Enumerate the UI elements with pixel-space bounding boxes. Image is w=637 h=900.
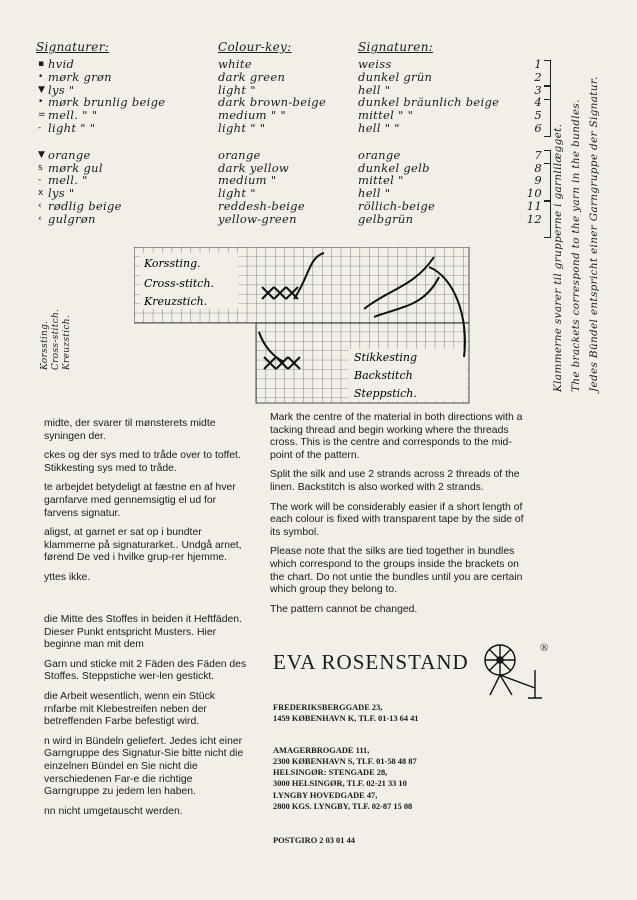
de-row: dunkel bräunlich beige [358,95,500,110]
group-bracket [544,150,551,164]
postgiro: POSTGIRO 2 03 01 44 [273,836,355,845]
group-bracket [544,163,551,201]
en-paragraph: The work will be considerably easier if a short length of each colour is fixed with transparent tape by the side of its symbol. [270,501,524,538]
en-row: reddesh-beige [218,198,305,213]
de-paragraph: nn nicht umgetauscht werden. [44,805,183,817]
de-paragraph: Garn und sticke mit 2 Fäden des Fäden des Stoffes. Steppstiche wer-len gestickt. [44,658,247,683]
group-number-column [520,58,542,226]
group-number: 7 [534,147,542,162]
de-row: röllich-beige [358,198,436,213]
da-paragraph: ckes og der sys med to tråde over to toffet. Stikkesting sys med to tråde. [44,450,241,474]
da-row: rødlig beige [48,198,122,213]
symbol-icon: ▪ [38,59,45,69]
instructions-english [270,412,534,623]
da-row: mørk grøn [48,69,112,84]
en-row: orange [218,147,261,162]
cross-label-de: Kreuzstich. [144,295,208,308]
da-paragraph: te arbejdet betydeligt at fæstne en af hver garnfarve med gennemsigtig el ud for farvens signatur. [44,482,236,519]
de-paragraph: n wird in Bündeln geliefert. Jedes icht einer Garngruppe des Signatur-Sie bitte nicht die einzelnen Bündel en Sie nicht die verschiedenen Far-e die richtige Garngruppe zu jedem len haben. [44,735,244,798]
address-4 [273,791,412,812]
address-line: LYNGBY HOVEDGADE 47, [273,791,378,800]
group-bracket [544,99,551,137]
stitch-diagram [134,247,484,407]
address-1 [273,703,419,724]
group-number: 6 [534,120,542,135]
group-bracket [544,60,551,86]
brand-name: EVA ROSENSTAND [273,650,469,674]
en-row: dark green [218,69,286,84]
da-row: orange [48,147,91,162]
de-row: orange [358,147,401,162]
group-number: 3 [534,82,542,97]
da-row: mell. " " [48,108,98,123]
da-paragraph: aligst, at garnet er sat op i bundter klammerne på signaturarket.. Undgå arnet, førend De ved i hvilke grup-rer hjemme. [44,527,242,564]
da-row: lys " [48,186,75,201]
side-label-cross: Cross-stitch. [51,308,61,370]
da-row: mell. " [48,173,88,188]
colour-key-german [358,40,520,226]
de-row: mittel " [358,173,404,188]
de-row: weiss [358,57,392,71]
address-line: 1459 KØBENHAVN K, TLF. 01-13 64 41 [273,713,419,723]
bracket-note-english: The brackets correspond to the yarn in the bundles. [570,99,582,392]
en-row: dark yellow [218,160,290,175]
group-number: 12 [526,211,542,226]
symbol-icon: • [38,71,44,82]
da-paragraph: midte, der svarer til mønsterets midte syningen der. [44,418,216,442]
group-bracket [544,86,551,100]
symbol-icon: ‹ [38,213,42,224]
en-paragraph: The pattern cannot be changed. [270,603,418,615]
group-number: 10 [526,186,542,201]
de-row: gelbgrün [358,211,414,226]
address-2 [273,746,417,767]
address-line: 2300 KØBENHAVN S, TLF. 01-58 48 87 [273,756,417,766]
da-row: lys " [48,82,75,97]
da-row: mørk gul [48,160,103,175]
bracket-note-german: Jedes Bündel entspricht einer Garngruppe der Signatur. [588,76,600,392]
en-paragraph: Mark the centre of the material in both directions with a tacking thread and begin working where the threads cross. This is the centre and corresponds to the mid-point of the pattern. [270,412,523,461]
group-number: 11 [526,198,542,213]
group-number: 4 [534,95,542,110]
en-row: light " [218,186,256,201]
address-3 [273,768,407,789]
de-row: hell " [358,186,391,201]
de-row: hell " " [358,120,400,135]
address-line: FREDERIKSBERGGADE 23, [273,703,383,712]
group-number: 5 [534,108,542,123]
colour-key-danish [36,40,211,226]
german-header: Signaturen: [358,40,434,54]
symbol-icon: - [38,122,42,133]
symbol-icon: • [38,97,44,108]
side-label-kreuz: Kreuzstich. [62,314,72,370]
en-paragraph: Please note that the silks are tied together in bundles which correspond to the groups inside the brackets on the chart. Do not untie the bundles until you are certain which group they belong to. [270,546,523,596]
de-paragraph: die Arbeit wesentlich, wenn ein Stück rnfarbe mit Klebestreifen neben der betreffenden Farbe befestigt wird. [44,690,215,728]
side-label-korssting: Korssting. [40,320,50,370]
de-row: mittel " " [358,108,414,123]
en-row: medium " " [218,108,286,123]
de-row: hell " [358,82,391,97]
en-row: medium " [218,173,277,188]
back-label-da: Stikkesting [354,351,418,364]
da-row: mørk brunlig beige [48,95,166,110]
symbol-icon: s [38,162,43,173]
group-number: 2 [534,69,542,84]
registered-mark: ® [540,642,549,654]
en-row: dark brown-beige [218,95,327,110]
group-number: 1 [534,57,542,71]
symbol-icon: ▼ [38,149,45,160]
en-row: light " [218,82,256,97]
address-line: 3000 HELSINGØR, TLF. 02-21 33 10 [273,778,407,788]
symbol-icon: - [38,175,42,186]
symbol-icon: x [38,188,44,199]
english-header: Colour-key: [218,40,292,54]
danish-header: Signaturer: [36,40,110,54]
cross-label-da: Korssting. [144,257,201,270]
cross-label-en: Cross-stitch. [144,277,215,290]
symbol-icon: = [38,110,46,121]
back-label-en: Backstitch [354,369,413,382]
en-row: light " " [218,120,266,135]
address-line: 2800 KGS. LYNGBY, TLF. 02-87 15 08 [273,801,413,811]
de-paragraph: die Mitte des Stoffes in beiden it Heftfäden. Dieser Punkt entspricht Musters. Hier beginne man mit dem [44,614,242,651]
da-paragraph: yttes ikke. [44,571,91,583]
symbol-icon: ▼ [38,84,45,95]
back-label-de: Steppstich. [354,387,417,400]
instructions-danish [44,418,250,592]
de-row: dunkel gelb [358,160,430,175]
instructions-german [44,614,250,825]
symbol-icon: ‹ [38,200,42,211]
en-paragraph: Split the silk and use 2 strands across 2 threads of the linen. Backstitch is also worked with 2 strands. [270,469,520,493]
group-number: 8 [534,160,542,175]
group-number: 9 [534,173,542,188]
bracket-note-danish: Klammerne svarer til grupperne i garnlilægget. [552,123,564,392]
en-row: yellow-green [218,211,297,226]
en-row: white [218,57,252,71]
da-row: light " " [48,120,96,135]
address-line: AMAGERBROGADE 111, [273,746,370,755]
de-row: dunkel grün [358,69,433,84]
symbol-column [38,58,48,226]
group-bracket [544,201,551,238]
colour-key-english [218,40,358,226]
address-line: HELSINGØR: STENGADE 28, [273,768,388,777]
da-row: hvid [48,57,75,71]
da-row: gulgrøn [48,211,96,226]
